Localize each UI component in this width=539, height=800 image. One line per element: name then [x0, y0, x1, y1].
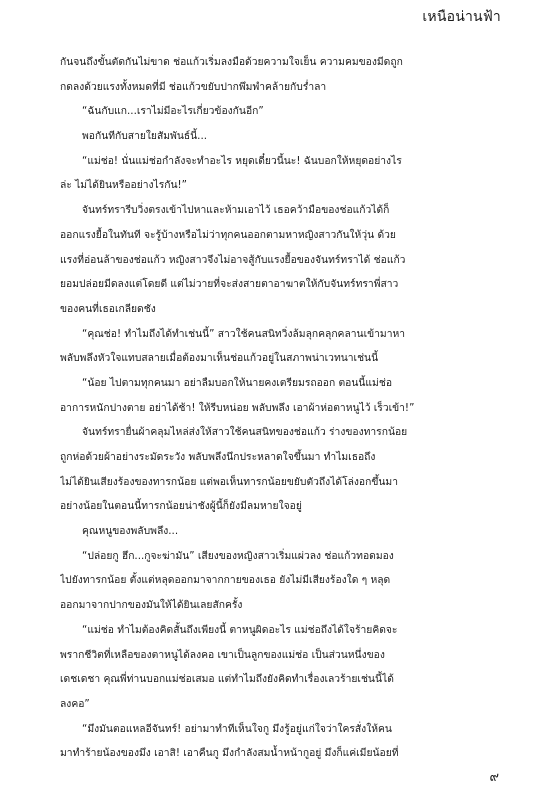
text-line: ลงคอ”	[60, 697, 90, 710]
text-line: แรงที่อ่อนล้าของช่อแก้ว หญิงสาวจึงไม่อาจสู้กับแรงยื้อของจันทร์ทราได้ ช่อแก้ว	[60, 253, 406, 266]
body-text	[60, 50, 478, 766]
text-line: “คุณช่อ! ทำไมถึงได้ทำเช่นนี้” สาวใช้คนสนิทวิ่งล้มลุกคลุกคลานเข้ามาหา	[82, 327, 406, 340]
text-line: คุณหนูของพลับพลึง...	[82, 525, 179, 538]
text-line: “แม่ช่อ ทำไมต้องคิดสั้นถึงเพียงนี้ ตาหนูผิดอะไร แม่ช่อถึงได้ใจร้ายคิดจะ	[82, 623, 398, 636]
text-line: มาทำร้ายน้องของมึง เอาสิ! เอาคืนกู มึงกำลังสมน้ำหน้ากูอยู่ มึงก็แค่เมียน้อยที่	[60, 747, 399, 760]
running-header: เหนือน่านฟ้า	[422, 9, 501, 25]
text-line: พลับพลึงหัวใจแทบสลายเมื่อต้องมาเห็นช่อแก้วอยู่ในสภาพน่าเวทนาเช่นนี้	[60, 352, 379, 365]
text-line: กดลงด้วยแรงทั้งหมดที่มี ช่อแก้วขยับปากพึมพำคล้ายกับร่ำลา	[60, 80, 327, 93]
text-line: พรากชีวิตที่เหลือของตาหนูได้ลงคอ เขาเป็นลูกของแม่ช่อ เป็นส่วนหนึ่งของ	[60, 648, 385, 661]
text-line: ไปยังทารกน้อย ตั้งแต่หลุดออกมาจากกายของเธอ ยังไม่มีเสียงร้องใด ๆ หลุด	[60, 574, 391, 587]
text-line: ออกแรงยื้อในทันที จะรู้บ้างหรือไม่ว่าทุกคนออกตามหาหญิงสาวกันให้วุ่น ด้วย	[60, 228, 396, 241]
text-line: เดชเดชา คุณพี่ท่านบอกแม่ช่อเสมอ แต่ทำไมถึงยังคิดทำเรื่องเลวร้ายเช่นนี้ได้	[60, 673, 394, 686]
text-line: “น้อย ไปตามทุกคนมา อย่าลืมบอกให้นายคงเตรียมรถออก ตอนนี้แม่ช่อ	[82, 376, 393, 389]
text-line: “ฉันกับแก...เราไม่มีอะไรเกี่ยวข้องกันอีก”	[82, 105, 264, 118]
text-line: “แม่ช่อ! นั่นแม่ช่อกำลังจะทำอะไร หยุดเดี๋ยวนี้นะ! ฉันบอกให้หยุดอย่างไร	[82, 154, 402, 167]
text-line: “ปล่อยกู ฮึก...กูจะฆ่ามัน” เสียงของหญิงสาวเริ่มแผ่วลง ช่อแก้วทอดมอง	[82, 549, 394, 562]
page-number: ๙	[489, 770, 499, 785]
text-line: ไม่ได้ยินเสียงร้องของทารกน้อย แต่พอเห็นทารกน้อยขยับตัวถึงได้โล่งอกขึ้นมา	[60, 475, 398, 488]
text-line: จันทร์ทรารีบวิ่งตรงเข้าไปหาและห้ามเอาไว้ เธอคว้ามือของช่อแก้วได้ก็	[82, 204, 390, 217]
text-line: จันทร์ทรายื่นผ้าคลุมไหล่ส่งให้สาวใช้คนสนิทของช่อแก้ว ร่างของทารกน้อย	[82, 426, 408, 439]
text-line: ออกมาจากปากของมันให้ได้ยินเลยสักครั้ง	[60, 599, 243, 612]
text-line: ของคนที่เธอเกลียดชัง	[60, 302, 156, 315]
text-line: อาการหนักปางตาย อย่าได้ช้า! ให้รีบหน่อย พลับพลึง เอาผ้าห่อตาหนูไว้ เร็วเข้า!”	[60, 401, 415, 414]
text-line: อย่างน้อยในตอนนี้ทารกน้อยน่าชังผู้นี้ก็ยังมีลมหายใจอยู่	[60, 500, 302, 513]
text-line: ยอมปล่อยมีดลงแต่โดยดี แต่ไม่วายที่จะส่งสายตาอาฆาตให้กับจันทร์ทราพี่สาว	[60, 278, 399, 291]
text-line: พอกันทีกับสายใยสัมพันธ์นี้...	[82, 130, 208, 143]
text-line: กันจนถึงขั้นตัดกันไม่ขาด ช่อแก้วเริ่มลงมือด้วยความใจเย็น ความคมของมีดถูก	[60, 56, 403, 68]
text-line: ล่ะ ไม่ได้ยินหรืออย่างไรกัน!”	[60, 179, 187, 192]
text-line: ถูกห่อด้วยผ้าอย่างระมัดระวัง พลับพลึงนึกประหลาดใจขึ้นมา ทำไมเธอถึง	[60, 451, 376, 463]
text-line: “มึงมันตอแหลอีจันทร์! อย่ามาทำทีเห็นใจกู มึงรู้อยู่แก่ใจว่าใครสั่งให้คน	[82, 722, 392, 735]
